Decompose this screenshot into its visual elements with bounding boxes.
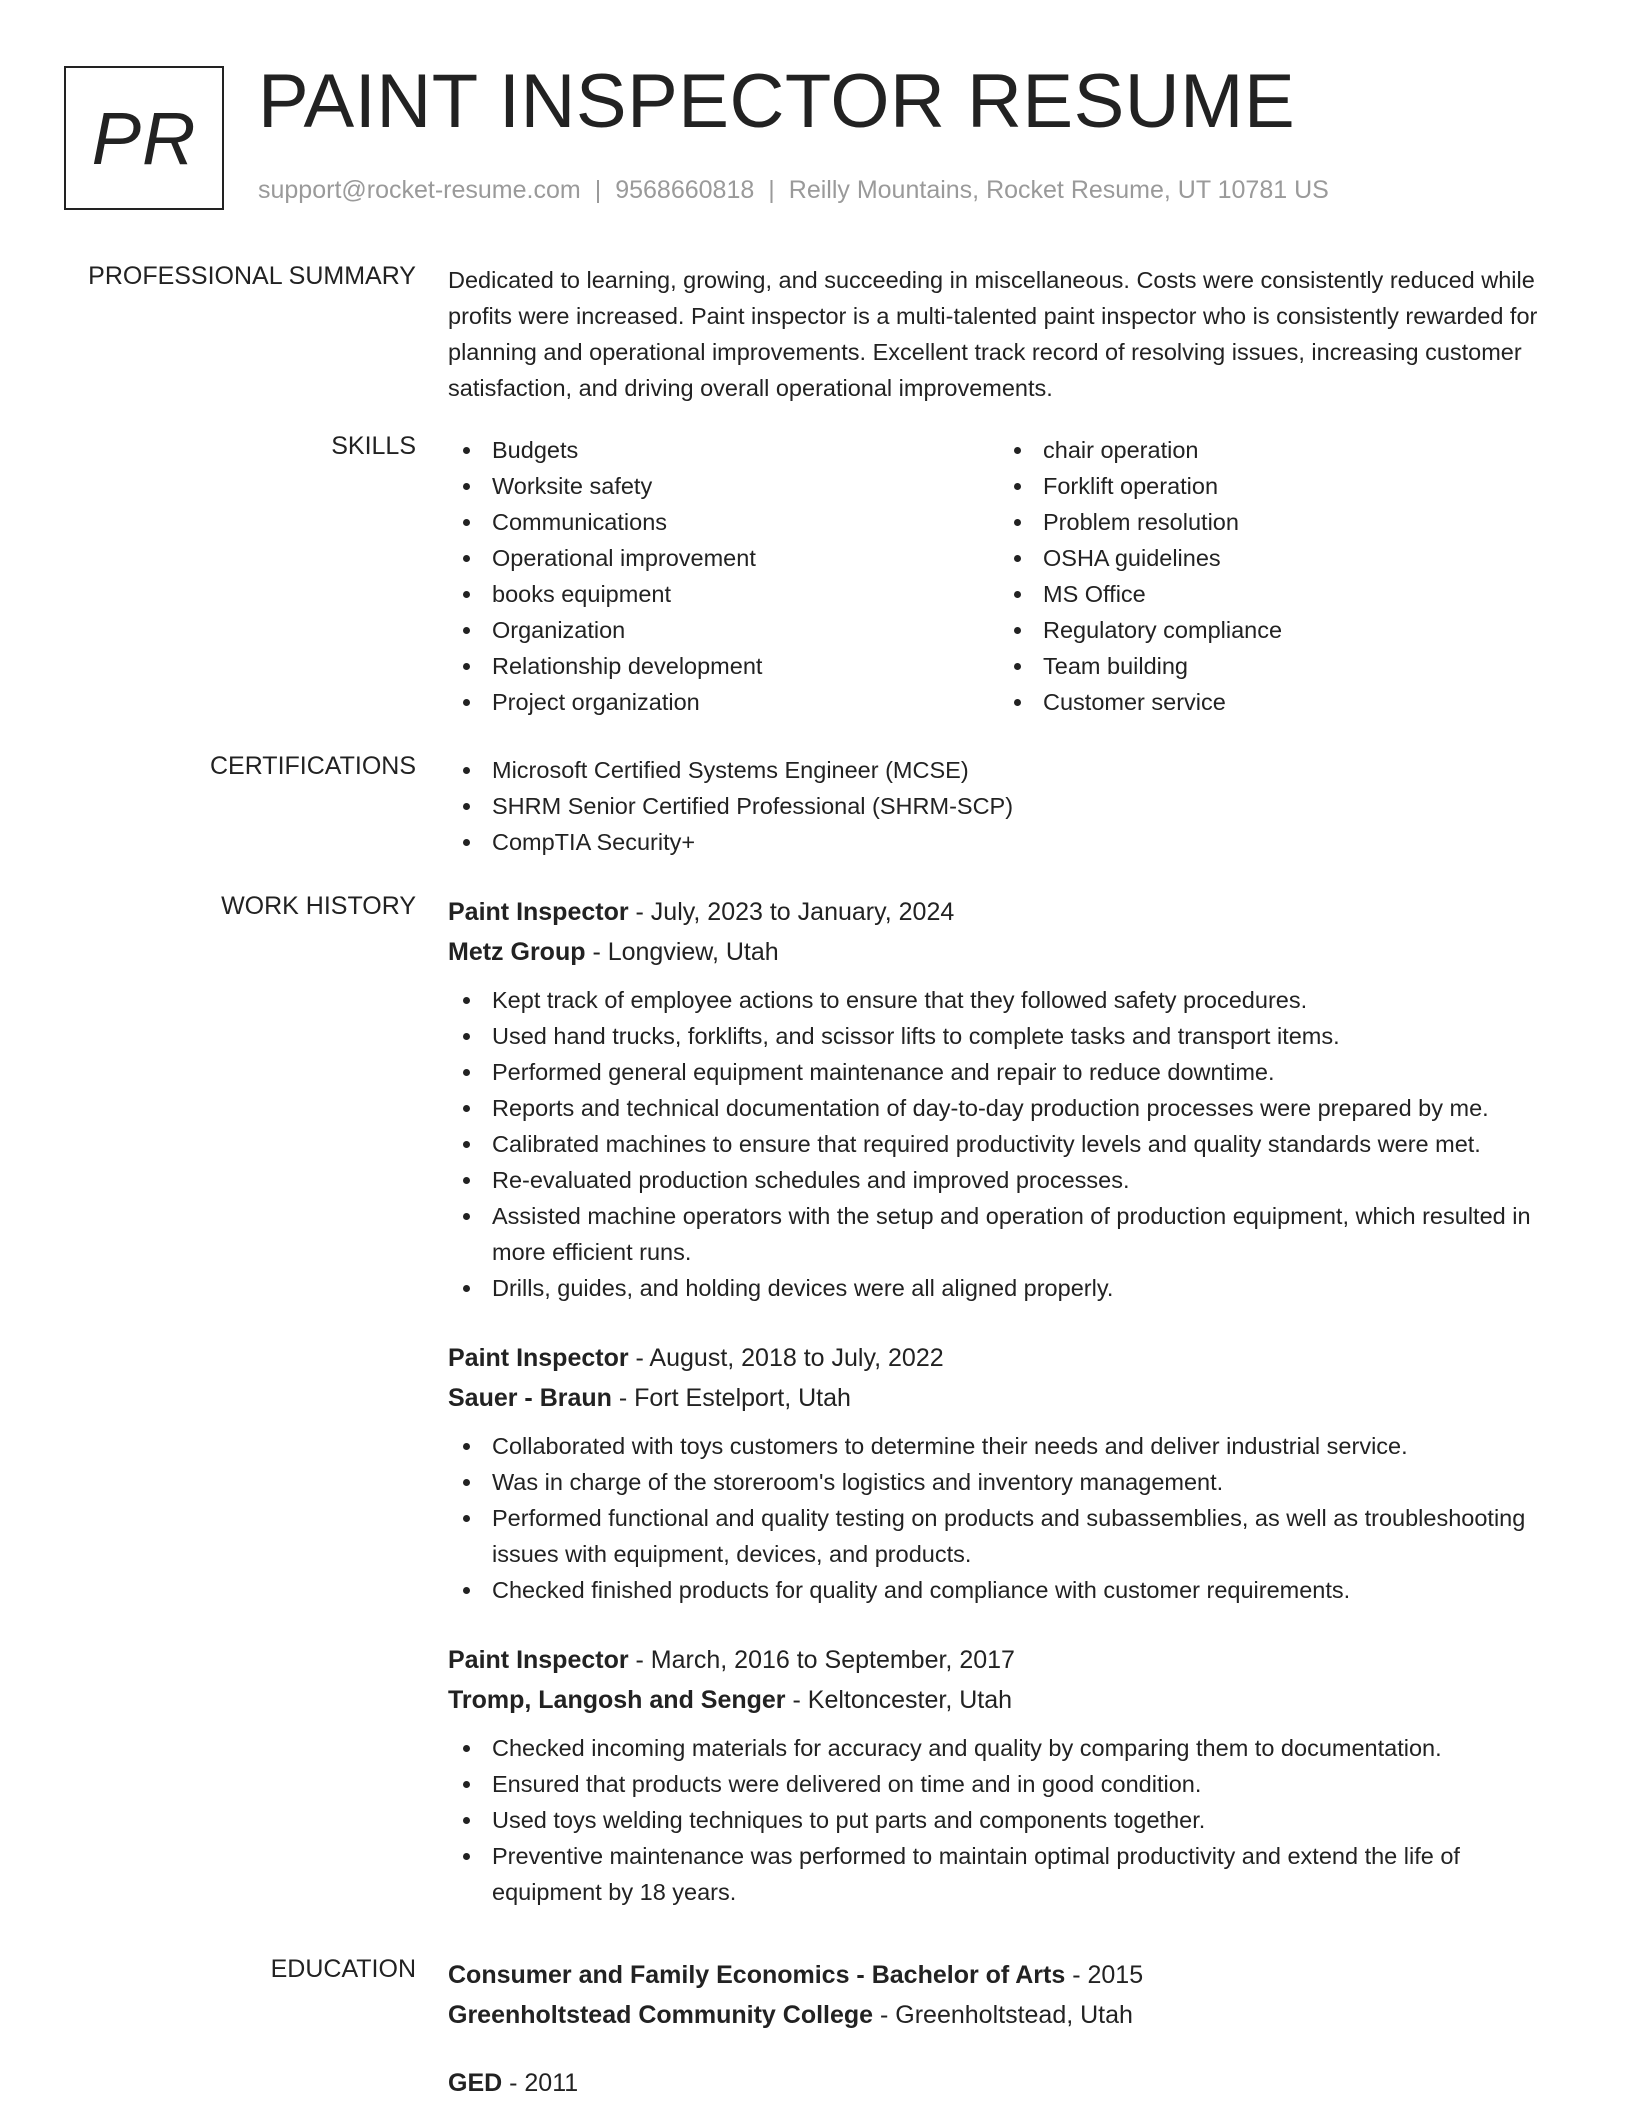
job-dates: - August, 2018 to July, 2022: [628, 1344, 944, 1372]
certification-item: SHRM Senior Certified Professional (SHRM-SCP): [448, 788, 1558, 824]
job-duty-item: Reports and technical documentation of day-to-day production processes were prepared by me.: [448, 1090, 1558, 1126]
contact-phone[interactable]: 9568660818: [615, 176, 755, 204]
job-duty-item: Checked incoming materials for accuracy and quality by comparing them to documentation.: [448, 1730, 1558, 1766]
job-duty-item: Re-evaluated production schedules and improved processes.: [448, 1162, 1558, 1198]
job-duties-list: [448, 1730, 1558, 1910]
job-duty-item: Drills, guides, and holding devices were all aligned properly.: [448, 1270, 1558, 1306]
education-degree: Consumer and Family Economics - Bachelor of Arts: [448, 1961, 1066, 1989]
skill-item: Team building: [999, 648, 1550, 684]
contact-separator: |: [594, 176, 602, 204]
contact-line: [258, 176, 1329, 205]
education-year: - 2011: [502, 2069, 579, 2097]
job-duty-item: Performed functional and quality testing on products and subassemblies, as well as troubleshooting issues with equipment, devices, and products.: [448, 1500, 1558, 1572]
job-entry: [448, 892, 1558, 1306]
skill-item: Relationship development: [448, 648, 999, 684]
education-entry: [448, 1955, 1558, 2035]
contact-email[interactable]: support@rocket-resume.com: [258, 176, 581, 204]
skill-item: Forklift operation: [999, 468, 1550, 504]
section-label: WORK HISTORY: [221, 892, 416, 920]
section-label: EDUCATION: [270, 1955, 416, 1983]
work-history-body: [448, 892, 1558, 1942]
skill-item: Worksite safety: [448, 468, 999, 504]
job-dates: - March, 2016 to September, 2017: [628, 1646, 1015, 1674]
skill-item: Communications: [448, 504, 999, 540]
job-duty-item: Performed general equipment maintenance and repair to reduce downtime.: [448, 1054, 1558, 1090]
job-duty-item: Preventive maintenance was performed to maintain optimal productivity and extend the life of equipment by 18 years.: [448, 1838, 1558, 1910]
job-title: Paint Inspector: [448, 1344, 629, 1372]
job-location: - Keltoncester, Utah: [785, 1686, 1013, 1714]
education-location: - Greenholtstead, Utah: [873, 2001, 1133, 2029]
certifications-list: [448, 752, 1558, 860]
job-company-line: [448, 932, 1558, 972]
certification-item: CompTIA Security+: [448, 824, 1558, 860]
job-duty-item: Was in charge of the storeroom's logistics and inventory management.: [448, 1464, 1558, 1500]
education-school: Greenholtstead Community College: [448, 2001, 874, 2029]
job-duty-item: Ensured that products were delivered on time and in good condition.: [448, 1766, 1558, 1802]
skill-item: Budgets: [448, 432, 999, 468]
section-label: SKILLS: [331, 432, 416, 460]
education-degree: GED: [448, 2069, 503, 2097]
skill-item: OSHA guidelines: [999, 540, 1550, 576]
job-dates: - July, 2023 to January, 2024: [628, 898, 955, 926]
job-company: Tromp, Langosh and Senger: [448, 1686, 786, 1714]
section-label: PROFESSIONAL SUMMARY: [88, 262, 416, 290]
skill-item: Regulatory compliance: [999, 612, 1550, 648]
skills-list-right: [999, 432, 1550, 720]
section-label: CERTIFICATIONS: [209, 752, 416, 780]
contact-address: Reilly Mountains, Rocket Resume, UT 10781 US: [788, 176, 1329, 204]
job-title-line: [448, 1338, 1558, 1378]
education-entry: [448, 2063, 1558, 2103]
certification-item: Microsoft Certified Systems Engineer (MCSE): [448, 752, 1558, 788]
job-title-line: [448, 1640, 1558, 1680]
skill-item: MS Office: [999, 576, 1550, 612]
skills-list-left: [448, 432, 999, 720]
job-entry: [448, 1338, 1558, 1608]
job-company: Metz Group: [448, 938, 586, 966]
job-company-line: [448, 1680, 1558, 1720]
resume-title: PAINT INSPECTOR RESUME: [258, 59, 1296, 144]
job-company-line: [448, 1378, 1558, 1418]
skill-item: Project organization: [448, 684, 999, 720]
education-year: - 2015: [1065, 1961, 1144, 1989]
skills-columns: [448, 432, 1558, 720]
skill-item: Organization: [448, 612, 999, 648]
job-entry: [448, 1640, 1558, 1910]
job-duty-item: Assisted machine operators with the setup and operation of production equipment, which resulted in more efficient runs.: [448, 1198, 1558, 1270]
job-location: - Longview, Utah: [585, 938, 779, 966]
job-location: - Fort Estelport, Utah: [611, 1384, 851, 1412]
contact-separator: |: [768, 176, 775, 204]
skill-item: Operational improvement: [448, 540, 999, 576]
job-duties-list: [448, 1428, 1558, 1608]
education-degree-line: [448, 1955, 1558, 1995]
job-title: Paint Inspector: [448, 898, 629, 926]
job-title: Paint Inspector: [448, 1646, 629, 1674]
summary-text: Dedicated to learning, growing, and succeeding in miscellaneous. Costs were consistently reduced while profits were increased. Paint inspector is a multi-talented paint inspector who is consistently rewarded for planning and operational improvements. Excellent track record of resolving issues, increasing customer satisfaction, and driving overall operational improvements.: [448, 267, 1538, 401]
job-duty-item: Checked finished products for quality and compliance with customer requirements.: [448, 1572, 1558, 1608]
education-degree-line: [448, 2063, 1558, 2103]
job-title-line: [448, 892, 1558, 932]
education-body: [448, 1955, 1558, 2112]
skill-item: Customer service: [999, 684, 1550, 720]
certifications-body: [448, 752, 1558, 860]
job-duty-item: Used toys welding techniques to put parts and components together.: [448, 1802, 1558, 1838]
job-duty-item: Collaborated with toys customers to determine their needs and deliver industrial service.: [448, 1428, 1558, 1464]
skill-item: Problem resolution: [999, 504, 1550, 540]
education-school-line: [448, 1995, 1558, 2035]
skill-item: chair operation: [999, 432, 1550, 468]
skill-item: books equipment: [448, 576, 999, 612]
monogram-logo: PR: [64, 66, 224, 210]
job-duty-item: Kept track of employee actions to ensure that they followed safety procedures.: [448, 982, 1558, 1018]
job-company: Sauer - Braun: [448, 1384, 612, 1412]
job-duty-item: Calibrated machines to ensure that required productivity levels and quality standards were met.: [448, 1126, 1558, 1162]
job-duties-list: [448, 982, 1558, 1306]
job-duty-item: Used hand trucks, forklifts, and scissor lifts to complete tasks and transport items.: [448, 1018, 1558, 1054]
